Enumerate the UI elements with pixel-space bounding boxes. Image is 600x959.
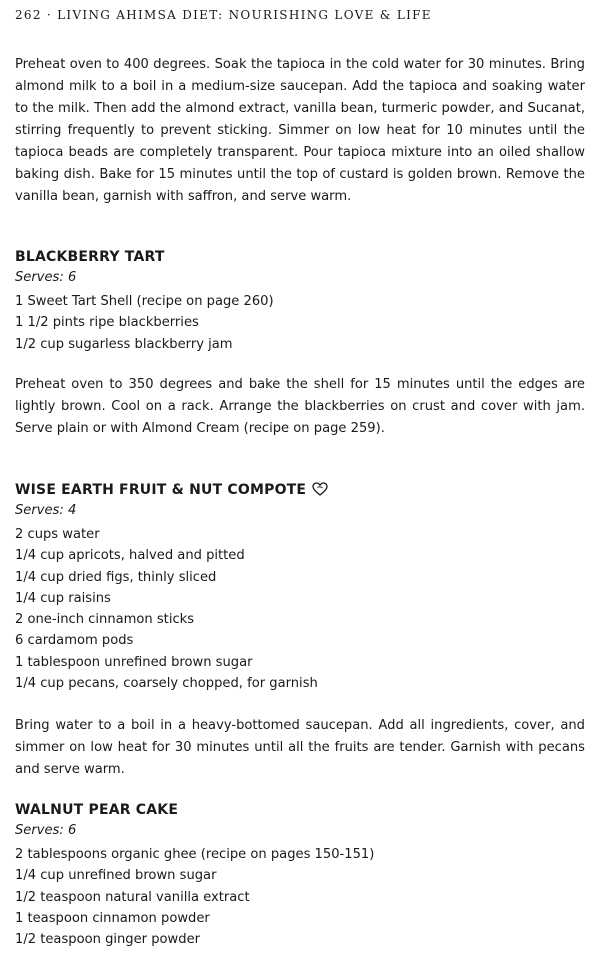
- recipe-title-row: [15, 482, 328, 500]
- ingredient-item: 1/4 cup raisins: [15, 590, 111, 606]
- ingredient-list: [15, 524, 318, 694]
- ingredient-item: 1/4 cup apricots, halved and pitted: [15, 548, 245, 564]
- ingredient-item: 1/4 cup unrefined brown sugar: [15, 868, 217, 884]
- ingredient-item: 1 1/2 pints ripe blackberries: [15, 315, 199, 331]
- ingredient-item: 1 tablespoon unrefined brown sugar: [15, 654, 253, 670]
- recipe-method: Bring water to a boil in a heavy-bottomed saucepan. Add all ingredients, cover, and simmer on low heat for 30 minutes until all the fruits are tender. Garnish with pecans and serve warm.: [15, 718, 585, 777]
- recipe-method: Preheat oven to 350 degrees and bake the shell for 15 minutes until the edges are lightly brown. Cool on a rack. Arrange the blackberries on crust and cover with jam. Serve plain or with Almond Cream (recipe on page 259).: [15, 377, 585, 436]
- recipe-serves: Serves: 4: [15, 503, 77, 518]
- intro-paragraph: Preheat oven to 400 degrees. Soak the tapioca in the cold water for 30 minutes. Bring almond milk to a boil in a medium-size saucepan. Add the tapioca and soaking water to the milk. Then add the almond extract, vanilla bean, turmeric powder, and Sucanat, stirring frequently to prevent sticking. Simmer on low heat for 10 minutes until the tapioca beads are completely transparent. Pour tapioca mixture into an oiled shallow baking dish. Bake for 15 minutes until the top of custard is golden brown. Remove the vanilla bean, garnish with saffron, and serve warm.: [15, 57, 585, 204]
- ingredient-item: 1 teaspoon cinnamon powder: [15, 910, 210, 926]
- recipe-serves: Serves: 6: [15, 270, 77, 285]
- ingredient-item: 2 tablespoons organic ghee (recipe on pages 150-151): [15, 847, 375, 862]
- ingredient-item: 1/4 cup dried figs, thinly sliced: [15, 569, 217, 585]
- recipe-title: WALNUT PEAR CAKE: [15, 802, 179, 818]
- ingredient-list: [15, 291, 274, 355]
- recipe-serves: Serves: 6: [15, 823, 77, 838]
- recipe-title: BLACKBERRY TART: [15, 249, 165, 265]
- ingredient-item: 2 one-inch cinnamon sticks: [15, 612, 195, 628]
- ingredient-item: 1 Sweet Tart Shell (recipe on page 260): [15, 294, 274, 309]
- ingredient-item: 1/2 teaspoon natural vanilla extract: [15, 889, 250, 905]
- ingredient-item: 1/4 cup pecans, coarsely chopped, for garnish: [15, 676, 318, 692]
- recipe-title: WISE EARTH FRUIT & NUT COMPOTE: [15, 482, 307, 498]
- ingredient-list: [15, 844, 374, 950]
- ingredient-item: 1/2 cup sugarless blackberry jam: [15, 336, 233, 352]
- ingredient-item: 2 cups water: [15, 527, 100, 542]
- ingredient-item: 6 cardamom pods: [15, 633, 134, 649]
- ingredient-item: 1/2 teaspoon ginger powder: [15, 932, 201, 948]
- heart-icon: [312, 482, 328, 500]
- running-header: 262 · LIVING AHIMSA DIET: NOURISHING LOVE & LIFE: [15, 8, 432, 22]
